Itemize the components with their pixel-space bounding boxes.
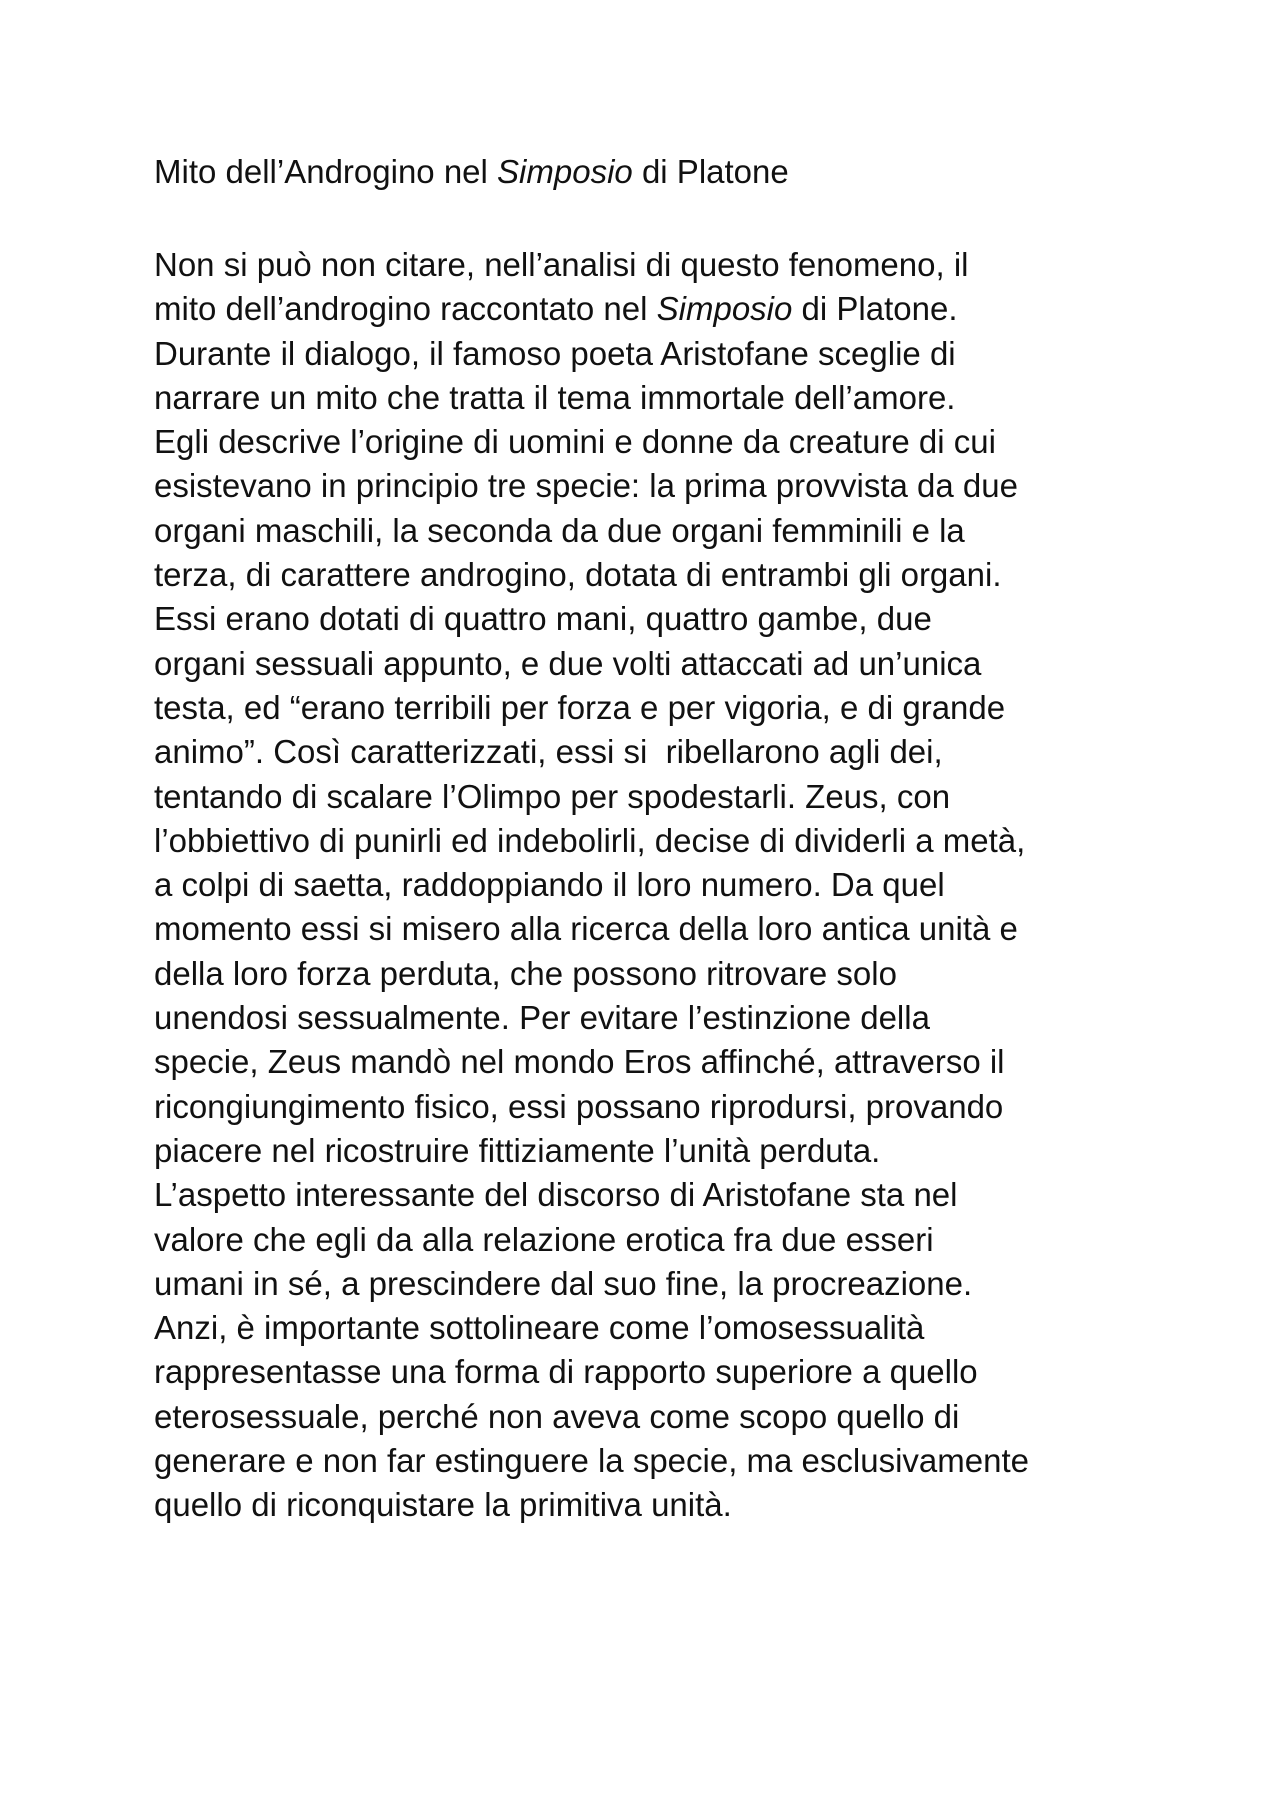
body-line: tentando di scalare l’Olimpo per spodestarli. Zeus, con [154,777,951,815]
body-line: testa, ed “erano terribili per forza e per vigoria, e di grande [154,688,1006,726]
body-line: Essi erano dotati di quattro mani, quattro gambe, due [154,600,932,638]
document-title [154,152,789,192]
title-text-after: di Platone [632,153,789,190]
body-line: specie, Zeus mandò nel mondo Eros affinché, attraverso il [154,1043,1005,1081]
body-line: unendosi sessualmente. Per evitare l’estinzione della [154,999,930,1037]
body-line: quello di riconquistare la primitiva unità. [154,1486,732,1524]
body-line-italic-work: Simposio [656,290,793,328]
body-line: umani in sé, a prescindere dal suo fine, la procreazione. [154,1264,973,1302]
body-line: eterosessuale, perché non aveva come scopo quello di [154,1397,960,1435]
body-line: Durante il dialogo, il famoso poeta Aristofane sceglie di [154,334,956,372]
body-line: valore che egli da alla relazione erotica fra due esseri [154,1220,934,1258]
body-line-text-before: mito dell’androgino raccontato nel [154,290,657,328]
body-line: piacere nel ricostruire fittiziamente l’unità perduta. [154,1131,881,1169]
body-line: momento essi si misero alla ricerca della loro antica unità e [154,910,1018,948]
body-line: Non si può non citare, nell’analisi di questo fenomeno, il [154,246,969,283]
document-body [154,243,1164,1528]
body-line: Anzi, è importante sottolineare come l’omosessualità [154,1309,925,1347]
body-line: esistevano in principio tre specie: la prima provvista da due [154,467,1018,505]
body-line: animo”. Così caratterizzati, essi si ribellarono agli dei, [154,733,943,771]
title-italic-work: Simposio [497,153,633,190]
body-line: terza, di carattere androgino, dotata di entrambi gli organi. [154,556,1002,594]
body-line: organi sessuali appunto, e due volti attaccati ad un’unica [154,644,982,682]
body-line: L’aspetto interessante del discorso di Aristofane sta nel [154,1176,958,1214]
body-line: rappresentasse una forma di rapporto superiore a quello [154,1353,978,1391]
body-line: narrare un mito che tratta il tema immortale dell’amore. [154,378,956,416]
body-line: a colpi di saetta, raddoppiando il loro numero. Da quel [154,866,945,904]
body-line-text-after: di Platone. [792,290,958,328]
body-line: organi maschili, la seconda da due organi femminili e la [154,511,965,549]
title-text-before: Mito dell’Androgino nel [154,153,498,190]
body-line [154,287,1164,331]
body-line: ricongiungimento fisico, essi possano riprodursi, provando [154,1087,1004,1125]
body-line: generare e non far estinguere la specie, ma esclusivamente [154,1442,1029,1480]
body-line: della loro forza perduta, che possono ritrovare solo [154,954,897,992]
body-line: Egli descrive l’origine di uomini e donne da creature di cui [154,423,996,461]
body-line: l’obbiettivo di punirli ed indebolirli, decise di dividerli a metà, [154,821,1026,859]
